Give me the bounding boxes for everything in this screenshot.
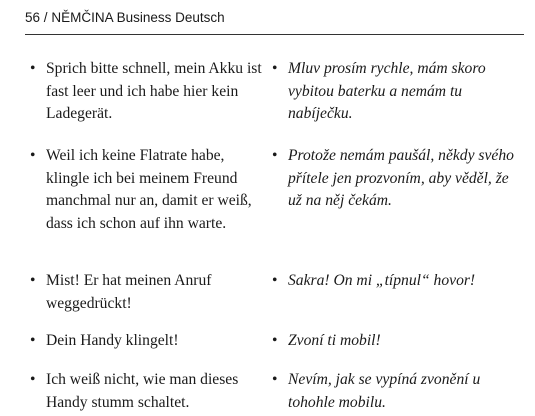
czech-text: Zvoní ti mobil!: [288, 332, 381, 349]
header-rule: [25, 34, 524, 35]
german-text: Ich weiß nicht, wie man dieses Handy stumm schaltet.: [46, 371, 239, 411]
bullet: •: [272, 332, 278, 349]
bullet: •: [272, 60, 278, 77]
bullet: •: [272, 147, 278, 164]
german-phrase: [30, 145, 265, 235]
czech-phrase: [272, 330, 522, 353]
german-phrase: [30, 369, 265, 414]
german-text: Mist! Er hat meinen Anruf weggedrückt!: [46, 272, 212, 312]
german-text: Weil ich keine Flatrate habe, klingle ich bei meinem Freund manchmal nur an, damit er weiß, dass ich schon auf ihn warte.: [46, 147, 252, 232]
german-phrase: [30, 270, 265, 315]
bullet: •: [30, 371, 36, 388]
german-text: Sprich bitte schnell, mein Akku ist fast leer und ich habe hier kein Ladegerät.: [46, 60, 262, 122]
bullet: •: [30, 332, 36, 349]
czech-phrase: [272, 145, 522, 213]
bullet: •: [272, 371, 278, 388]
czech-phrase: [272, 58, 522, 126]
czech-text: Nevím, jak se vypíná zvonění u tohohle mobilu.: [288, 371, 481, 411]
czech-phrase: [272, 369, 522, 414]
german-phrase: [30, 58, 265, 126]
book-title: NĚMČINA Business Deutsch: [51, 10, 225, 25]
page-number: 56: [25, 10, 41, 25]
czech-text: Protože nemám paušál, někdy svého přítele jen prozvoním, aby věděl, že už na něj čekám.: [288, 147, 514, 209]
bullet: •: [30, 147, 36, 164]
czech-phrase: [272, 270, 522, 293]
czech-text: Mluv prosím rychle, mám skoro vybitou baterku a nemám tu nabíječku.: [288, 60, 486, 122]
german-text: Dein Handy klingelt!: [46, 332, 179, 349]
bullet: •: [30, 60, 36, 77]
czech-text: Sakra! On mi „típnul“ hovor!: [288, 272, 476, 289]
german-phrase: [30, 330, 265, 353]
bullet: •: [272, 272, 278, 289]
header-separator: /: [43, 10, 48, 25]
bullet: •: [30, 272, 36, 289]
running-header: [25, 10, 225, 25]
